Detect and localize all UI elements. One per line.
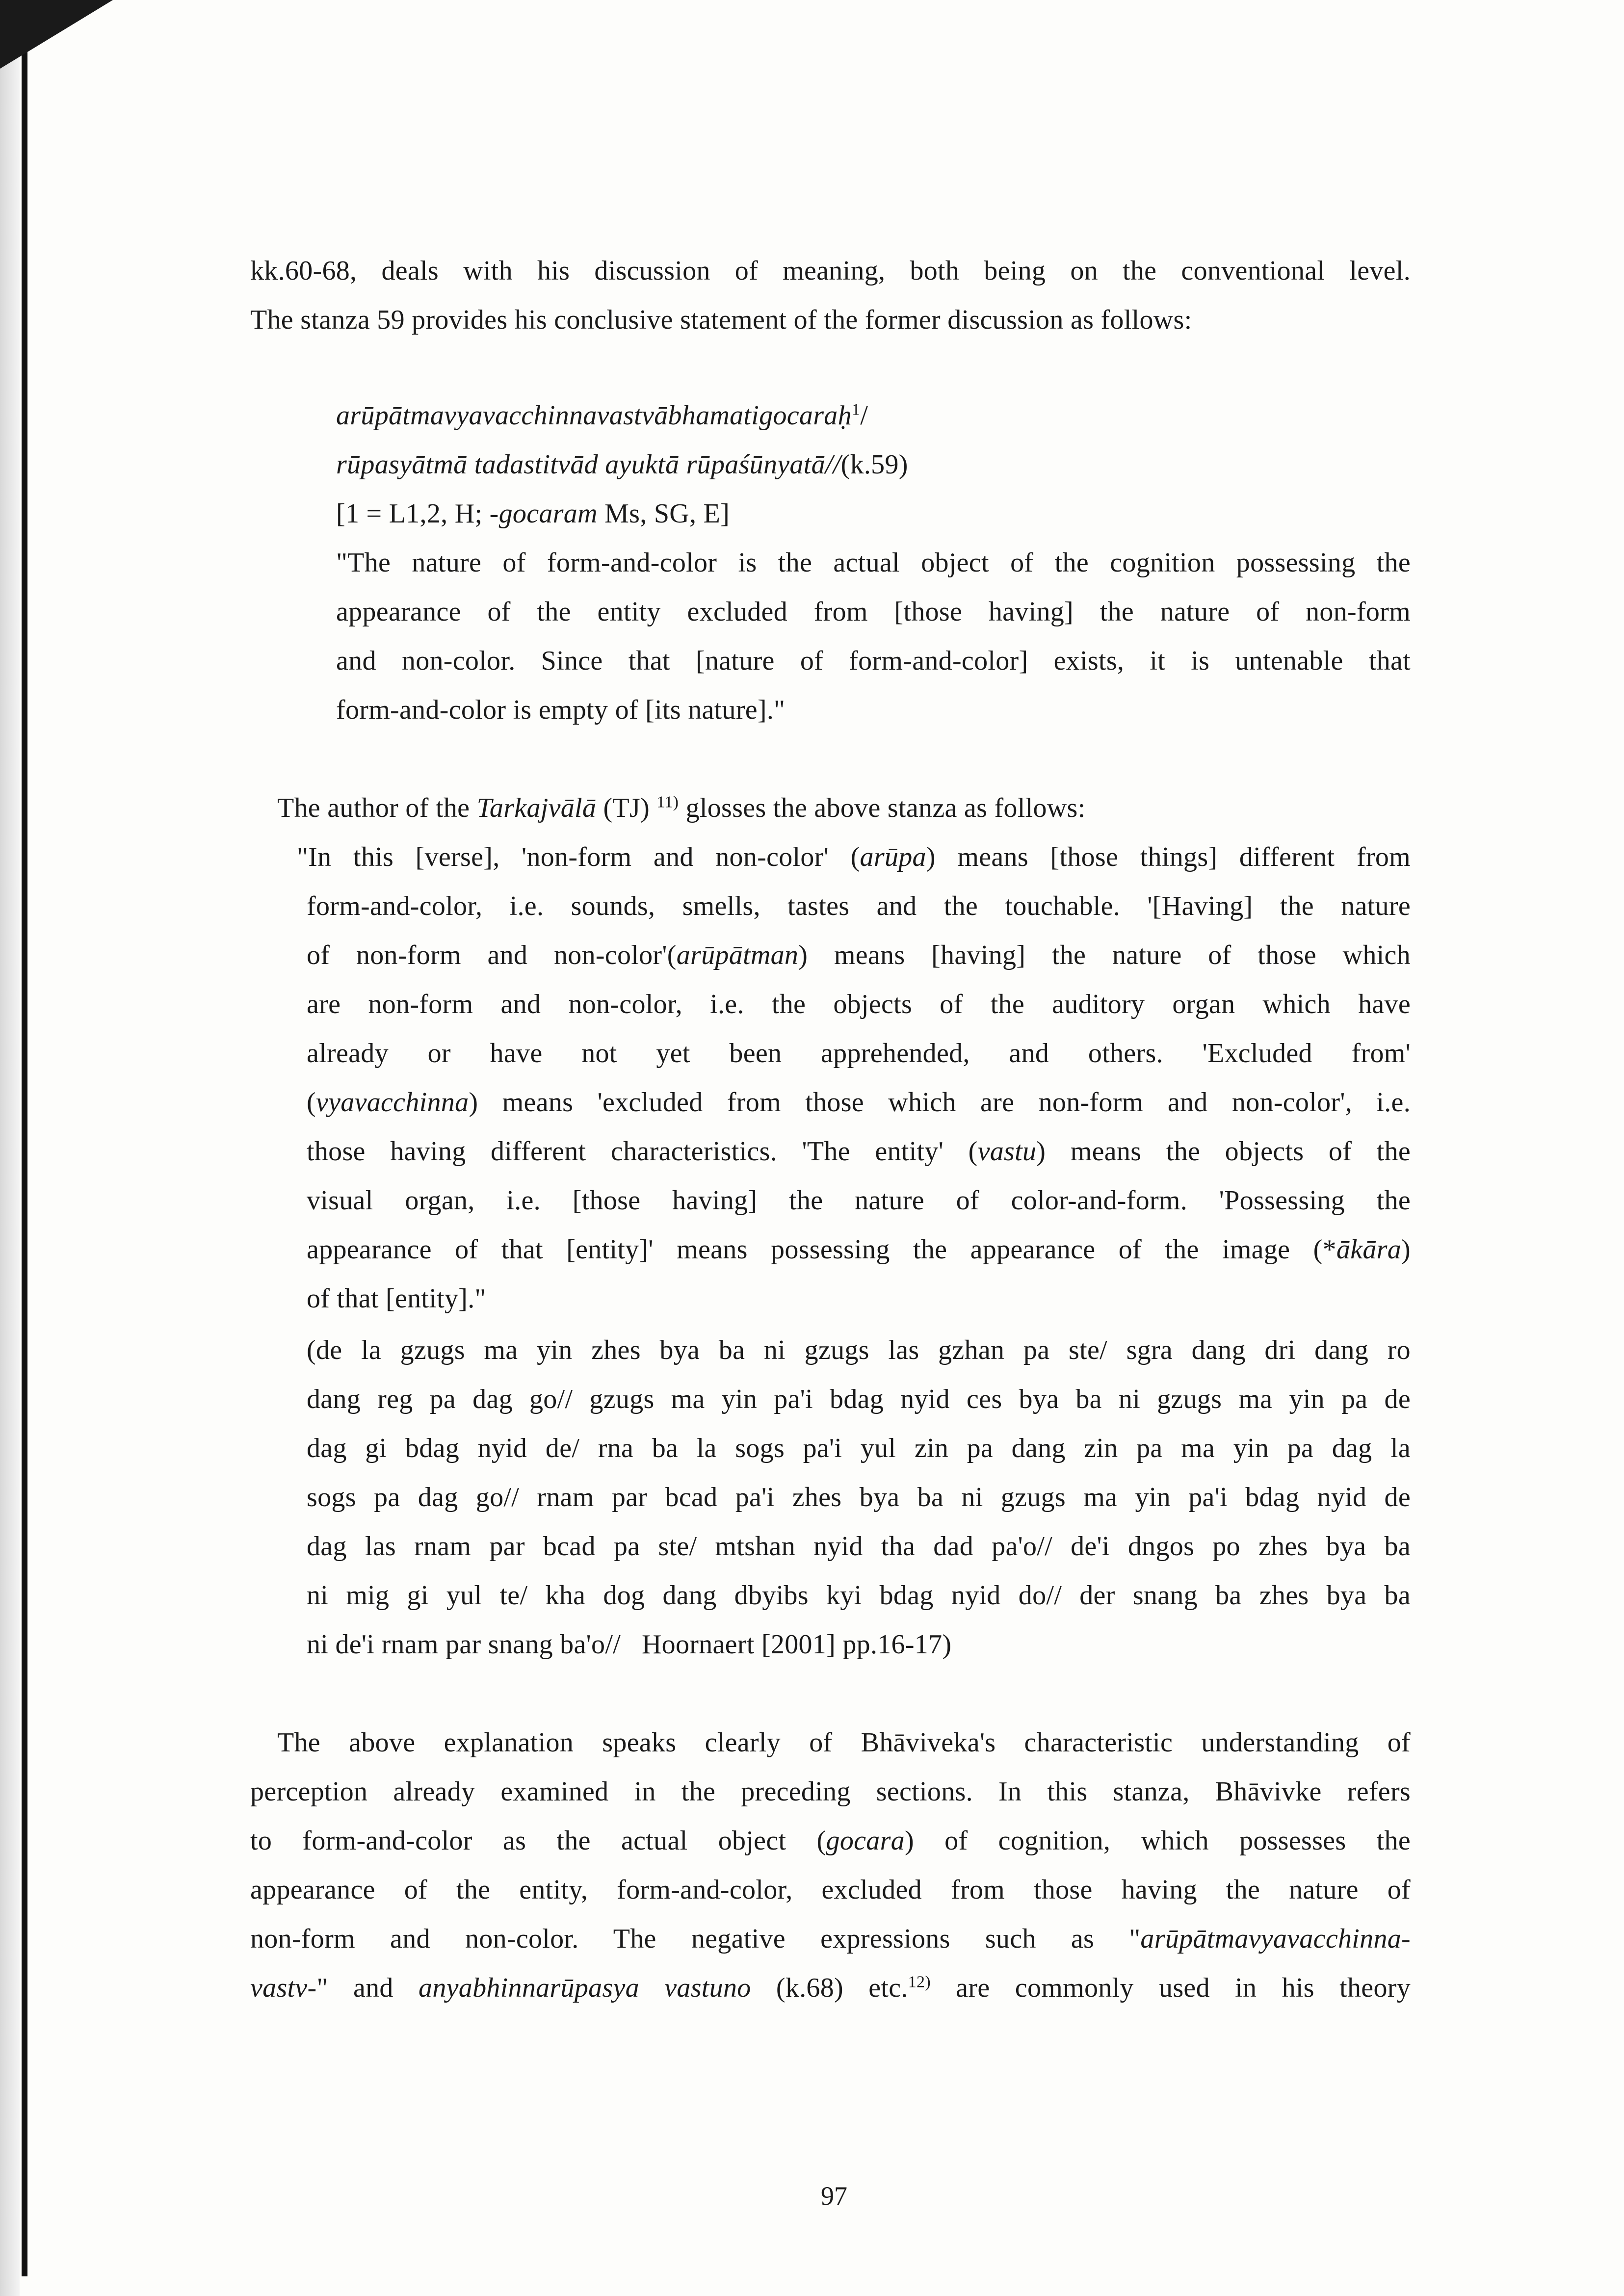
gloss-line-2: form-and-color, i.e. sounds, smells, tastes and the touchable. '[Having] the nature	[307, 891, 1411, 921]
tibetan-line-6: ni mig gi yul te/ kha dog dang dbyibs kyi bdag nyid do// der snang ba zhes bya ba	[307, 1580, 1411, 1611]
gloss-line-3: of non-form and non-color'(arūpātman) means [having] the nature of those which	[307, 940, 1411, 970]
gloss-line-5: already or have not yet been apprehended, and others. 'Excluded from'	[307, 1038, 1411, 1069]
gloss-line-8: visual organ, i.e. [those having] the nature of color-and-form. 'Possessing the	[307, 1185, 1411, 1216]
intro-line-1: kk.60-68, deals with his discussion of meaning, both being on the conventional level.	[250, 256, 1411, 286]
final-line-6: vastv-" and anyabhinnarūpasya vastuno (k.68) etc.$^{12)}$ are commonly used in his theory	[250, 1973, 1411, 2003]
page-binding-edge	[0, 0, 20, 2296]
gloss-line-10: of that [entity]."	[307, 1283, 486, 1314]
tibetan-line-3: dag gi bdag nyid de/ rna ba la sogs pa'i yul zin pa dang zin pa ma yin pa dag la	[307, 1433, 1411, 1463]
translation-line-4: form-and-color is empty of [its nature]."	[336, 695, 786, 725]
gloss-line-7: those having different characteristics. 'The entity' (vastu) means the objects of the	[307, 1136, 1411, 1167]
translation-line-3: and non-color. Since that [nature of form-and-color] exists, it is untenable that	[336, 646, 1411, 676]
tibetan-line-7: ni de'i rnam par snang ba'o// Hoornaert [2001] pp.16-17)	[307, 1629, 952, 1660]
gloss-line-1: "In this [verse], 'non-form and non-color' (arūpa) means [those things] different from	[297, 842, 1411, 872]
gloss-line-9: appearance of that [entity]' means possessing the appearance of the image (*ākāra)	[307, 1234, 1411, 1265]
scan-edge-bar	[22, 20, 27, 2276]
gloss-line-4: are non-form and non-color, i.e. the objects of the auditory organ which have	[307, 989, 1411, 1019]
final-line-5: non-form and non-color. The negative expressions such as "arūpātmavyavacchinna-	[250, 1924, 1411, 1954]
tibetan-line-4: sogs pa dag go// rnam par bcad pa'i zhes bya ba ni gzugs ma yin pa'i bdag nyid de	[307, 1482, 1411, 1513]
verse-line-1: arūpātmavyavacchinnavastvābhamatigocaraḥ$^1$/	[336, 400, 868, 431]
tibetan-line-1: (de la gzugs ma yin zhes bya ba ni gzugs las gzhan pa ste/ sgra dang dri dang ro	[307, 1335, 1411, 1365]
verse-line-2: rūpasyātmā tadastitvād ayuktā rūpaśūnyatā//(k.59)	[336, 449, 908, 480]
final-line-3: to form-and-color as the actual object (gocara) of cognition, which possesses the	[250, 1826, 1411, 1856]
final-line-4: appearance of the entity, form-and-color, excluded from those having the nature of	[250, 1875, 1411, 1905]
tibetan-line-5: dag las rnam par bcad pa ste/ mtshan nyid tha dad pa'o// de'i dngos po zhes bya ba	[307, 1531, 1411, 1562]
gloss-intro: The author of the Tarkajvālā (TJ) $^{11)}$ glosses the above stanza as follows:	[277, 793, 1086, 823]
translation-line-1: "The nature of form-and-color is the actual object of the cognition possessing the	[336, 548, 1411, 578]
final-line-2: perception already examined in the preceding sections. In this stanza, Bhāvivke refers	[250, 1776, 1411, 1807]
page-number: 97	[821, 2181, 847, 2211]
tibetan-line-2: dang reg pa dag go// gzugs ma yin pa'i bdag nyid ces bya ba ni gzugs ma yin pa de	[307, 1384, 1411, 1414]
scan-corner-shadow	[0, 0, 113, 69]
final-line-1: The above explanation speaks clearly of Bhāviveka's characteristic understanding of	[277, 1727, 1411, 1758]
translation-line-2: appearance of the entity excluded from [those having] the nature of non-form	[336, 597, 1411, 627]
intro-line-2: The stanza 59 provides his conclusive statement of the former discussion as follows:	[250, 305, 1192, 335]
gloss-line-6: (vyavacchinna) means 'excluded from those which are non-form and non-color', i.e.	[307, 1087, 1411, 1118]
verse-variant-note: [1 = L1,2, H; -gocaram Ms, SG, E]	[336, 498, 730, 529]
